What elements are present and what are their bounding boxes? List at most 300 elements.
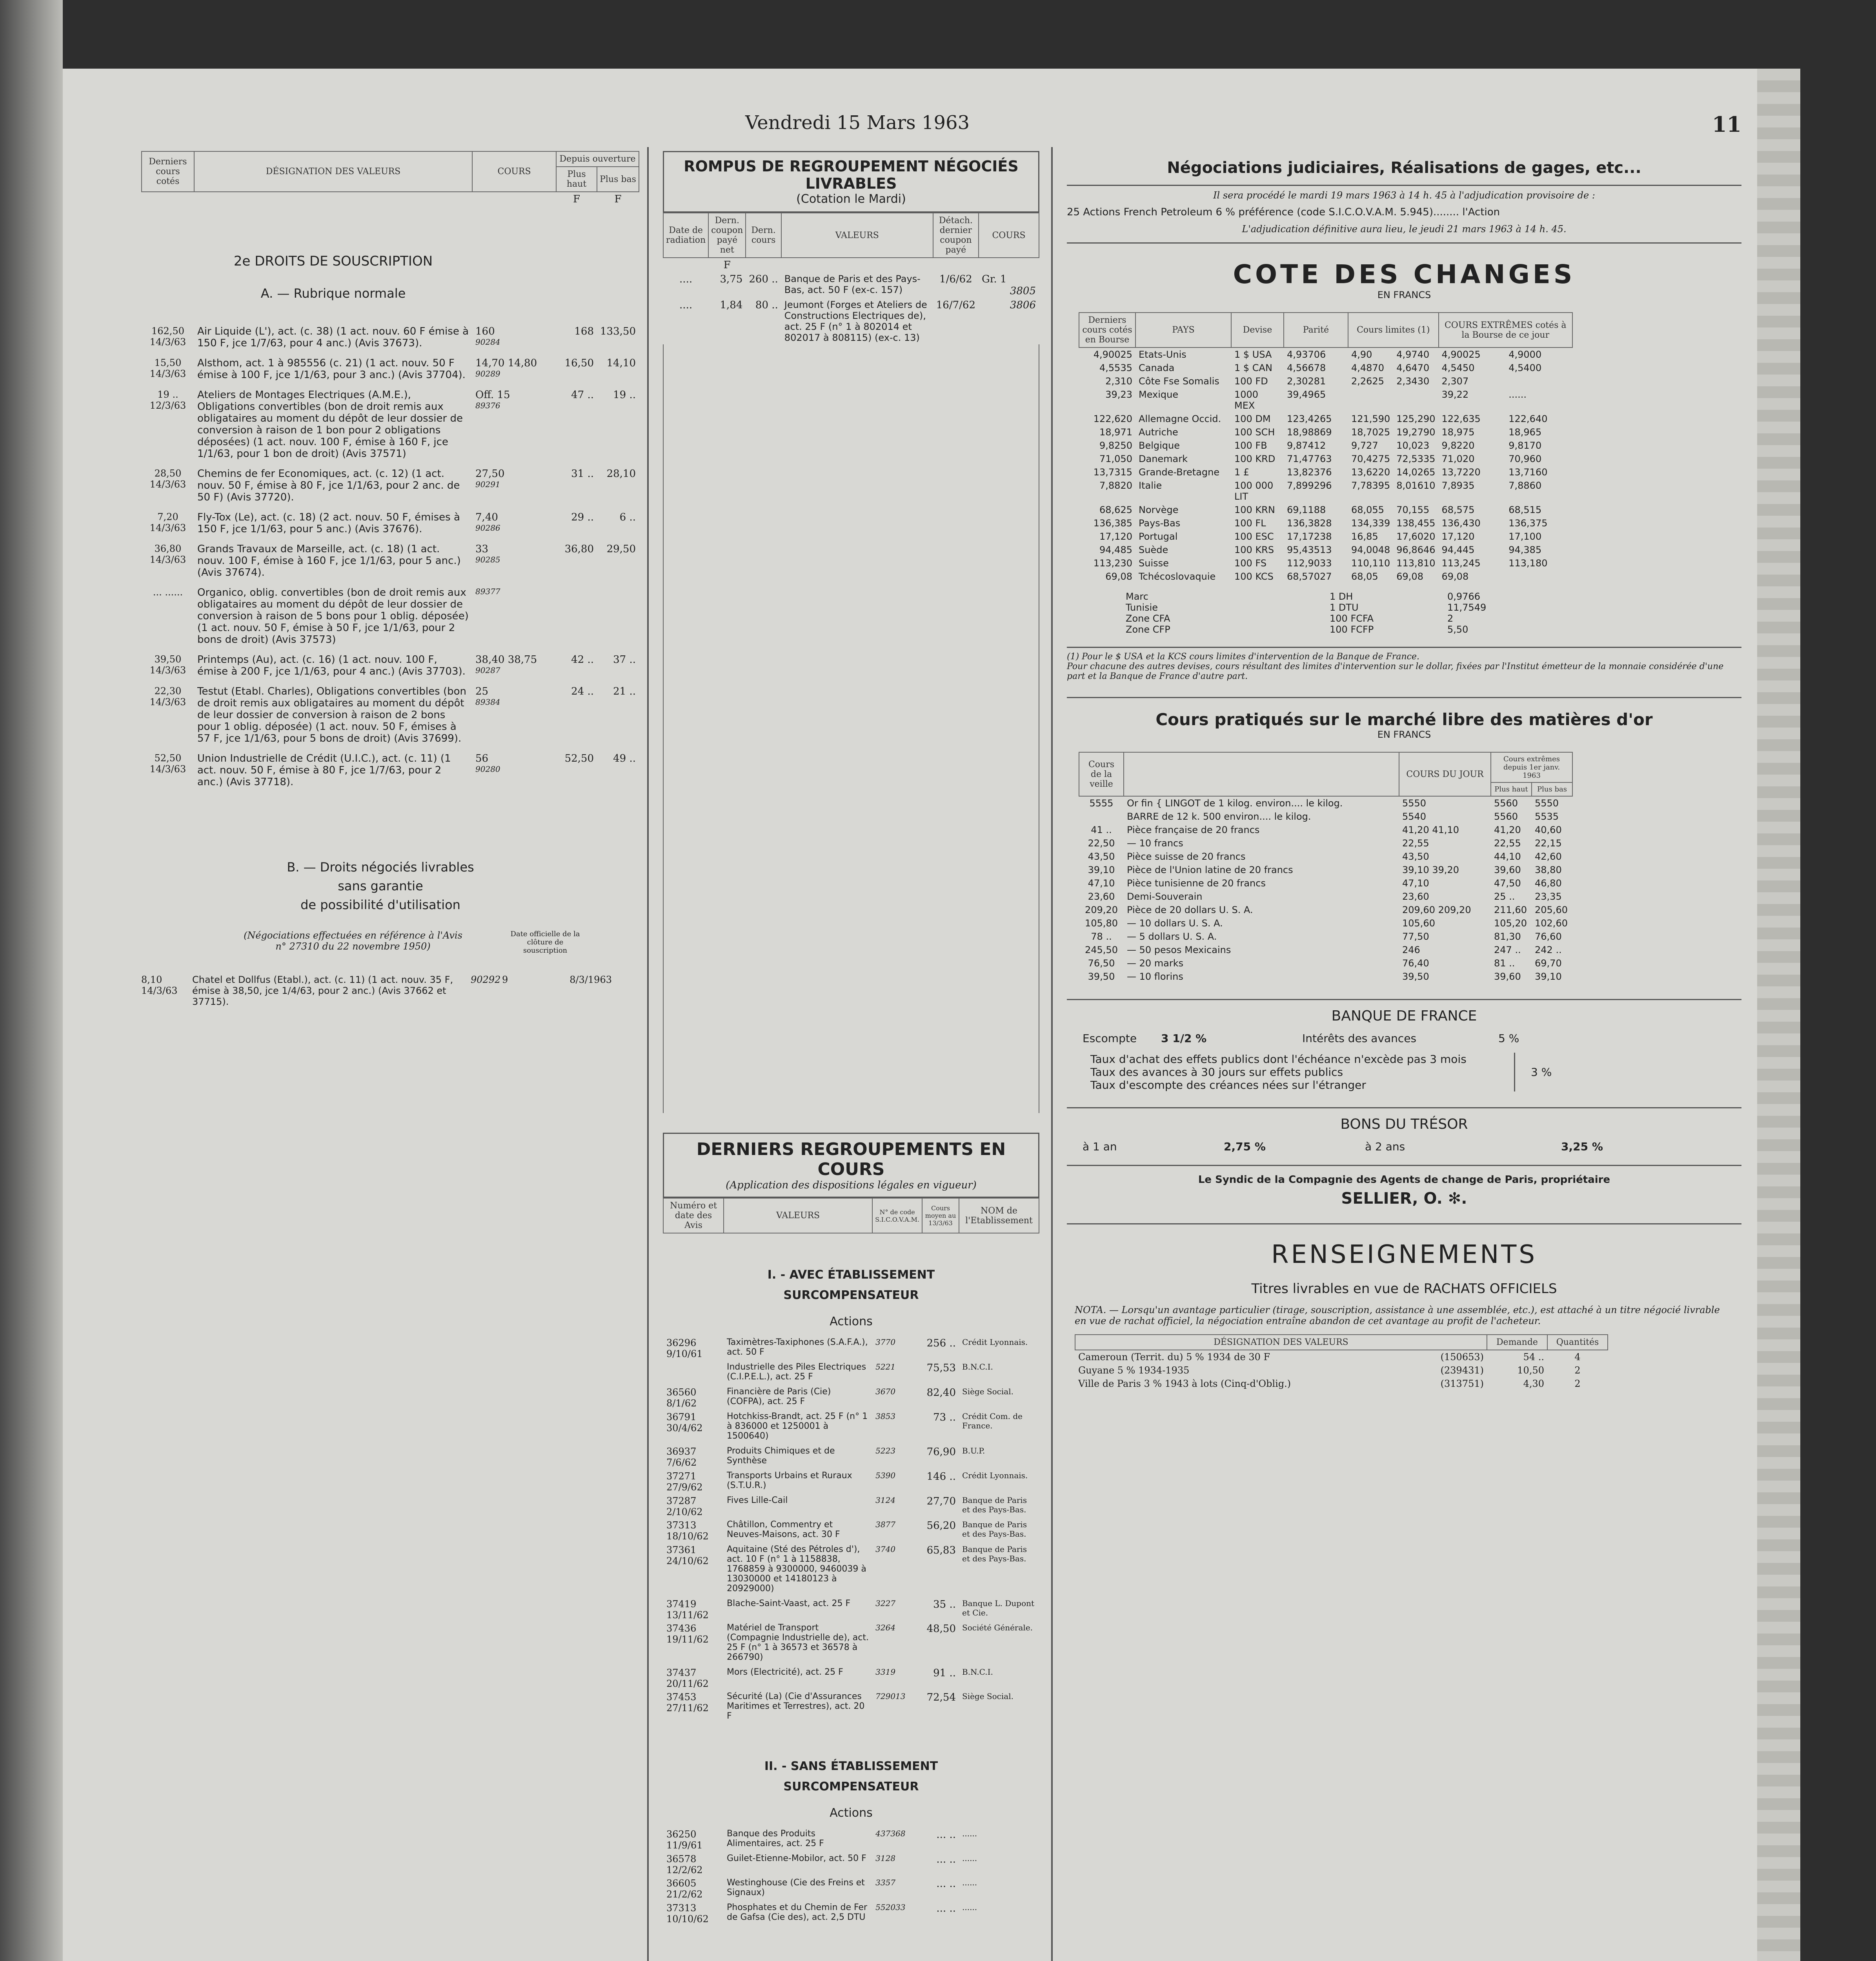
table-row bbox=[663, 1901, 1039, 1926]
changes-extra-row bbox=[1126, 602, 1577, 613]
col-header: Dern. cours bbox=[746, 213, 781, 258]
gold-item: — 20 marks bbox=[1127, 958, 1184, 969]
newspaper-page bbox=[63, 69, 1757, 1961]
highest: 81,30 bbox=[1494, 931, 1521, 942]
limit-low: 7,78395 bbox=[1351, 480, 1390, 491]
etablissement: Crédit Com. de France. bbox=[962, 1412, 1023, 1430]
table-row bbox=[142, 324, 639, 356]
lowest: 5535 bbox=[1535, 811, 1559, 822]
lowest: 49 .. bbox=[613, 753, 636, 764]
zone-value: 5,50 bbox=[1447, 624, 1468, 635]
previous-quote: 39,10 bbox=[1088, 864, 1115, 875]
currency: 100 KCS bbox=[1234, 571, 1274, 582]
col-header: Depuis ouverture bbox=[556, 151, 639, 167]
table-row bbox=[1079, 439, 1572, 452]
table-row bbox=[1079, 530, 1572, 543]
table-row bbox=[663, 1543, 1039, 1597]
last-quote: 7,20 14/3/63 bbox=[149, 511, 186, 533]
bons-2: 3,25 % bbox=[1561, 1140, 1603, 1153]
avis: 37287 2/10/62 bbox=[666, 1495, 703, 1517]
quote: 77,50 bbox=[1402, 931, 1429, 942]
limit-low: 16,85 bbox=[1351, 531, 1378, 542]
etablissement: B.N.C.I. bbox=[962, 1667, 993, 1677]
parity: 123,4265 bbox=[1287, 413, 1332, 424]
quote: 39,50 bbox=[1402, 971, 1429, 982]
lowest: 22,15 bbox=[1535, 838, 1562, 849]
col-header: Plus bas bbox=[597, 167, 639, 192]
sicovam-code: 3806 bbox=[1010, 299, 1036, 311]
demande: 10,50 bbox=[1517, 1365, 1544, 1376]
limit-high: 10,023 bbox=[1396, 440, 1430, 451]
quote bbox=[979, 298, 1039, 344]
table-row bbox=[663, 1690, 1039, 1725]
table-row bbox=[1079, 557, 1572, 570]
quote: 7,40 90286 bbox=[472, 510, 556, 542]
limit-high: 72,5335 bbox=[1396, 453, 1436, 464]
last-quote: 13,7315 bbox=[1093, 467, 1132, 478]
previous-quote: 209,20 bbox=[1085, 904, 1118, 915]
table-row bbox=[663, 1622, 1039, 1666]
limit-low: 4,4870 bbox=[1351, 362, 1384, 373]
security-name: Châtillon, Commentry et Neuves-Maisons, act. 30 F bbox=[727, 1520, 840, 1539]
page-number: 11 bbox=[1712, 112, 1741, 137]
parity: 17,17238 bbox=[1287, 531, 1332, 542]
quote: 56,20 bbox=[926, 1520, 956, 1532]
col-header: NOM de l'Etablissement bbox=[959, 1198, 1039, 1233]
country: Allemagne Occid. bbox=[1139, 413, 1221, 424]
country: Grande-Bretagne bbox=[1139, 467, 1220, 478]
or-subtitle: EN FRANCS bbox=[1377, 729, 1431, 740]
bons-1-label: à 1 an bbox=[1083, 1140, 1117, 1153]
table-row bbox=[1079, 479, 1572, 503]
previous-quote: 43,50 bbox=[1088, 851, 1115, 862]
sicovam-code: 3319 bbox=[875, 1667, 896, 1677]
extreme-1: 69,08 bbox=[1441, 571, 1469, 582]
avis bbox=[663, 1361, 724, 1386]
currency-unit: F bbox=[614, 193, 622, 205]
etablissement: ...... bbox=[962, 1854, 977, 1863]
last-quote: 162,50 14/3/63 bbox=[149, 326, 186, 347]
changes-extra bbox=[1126, 591, 1577, 635]
last-quote: ... ...... bbox=[153, 587, 183, 598]
country: Mexique bbox=[1139, 389, 1179, 400]
bdf-line: Taux d'escompte des créances nées sur l'étranger bbox=[1090, 1079, 1366, 1091]
sicovam-code: 3877 bbox=[875, 1520, 896, 1529]
demande: 4,30 bbox=[1523, 1378, 1544, 1389]
limit-low: 70,4275 bbox=[1351, 453, 1390, 464]
quote: 39,10 39,20 bbox=[1402, 864, 1459, 875]
previous-quote: 245,50 bbox=[1085, 944, 1118, 955]
etablissement: ...... bbox=[962, 1878, 977, 1887]
highest: 16,50 bbox=[564, 357, 594, 369]
sicovam-code: 552033 bbox=[875, 1903, 906, 1912]
section-b bbox=[141, 858, 639, 1007]
gold-item: — 10 florins bbox=[1127, 971, 1183, 982]
extreme-2: 70,960 bbox=[1508, 453, 1542, 464]
table-row bbox=[1079, 412, 1572, 426]
highest: 5560 bbox=[1494, 811, 1518, 822]
extreme-2: 113,180 bbox=[1508, 558, 1548, 569]
coupon: 3,75 bbox=[720, 273, 743, 285]
extreme-1: 13,7220 bbox=[1441, 467, 1481, 478]
avis: 37313 18/10/62 bbox=[666, 1520, 709, 1542]
column-divider bbox=[1051, 147, 1053, 1961]
security-name: Ville de Paris 3 % 1943 à lots (Cinq-d'Oblig.) (313751) bbox=[1078, 1378, 1484, 1389]
last-quote: 36,80 14/3/63 bbox=[149, 543, 186, 565]
banque-de-france bbox=[1067, 999, 1741, 1091]
security-name: Jeumont (Forges et Ateliers de Constructions Electriques de), act. 25 F (n° 1 à 802014 et 802017 à 808115) (ex-c. 13) bbox=[784, 299, 927, 343]
quote: 56 90280 bbox=[472, 751, 556, 795]
currency: 100 ESC bbox=[1234, 531, 1274, 542]
limit-high: 4,9740 bbox=[1396, 349, 1430, 360]
highest: 81 .. bbox=[1494, 958, 1515, 969]
table-row bbox=[1079, 863, 1572, 877]
etablissement: Société Générale. bbox=[962, 1623, 1033, 1632]
table-row bbox=[1075, 1350, 1608, 1364]
zone-currency: 100 FCFA bbox=[1330, 613, 1374, 624]
currency: 1 $ CAN bbox=[1234, 362, 1272, 373]
last-quote: 7,8820 bbox=[1099, 480, 1132, 491]
table-row bbox=[663, 1666, 1039, 1690]
quote: 73 .. bbox=[933, 1412, 956, 1423]
extreme-1: 94,445 bbox=[1441, 544, 1475, 555]
section-heading-line: SURCOMPENSATEUR bbox=[783, 1780, 919, 1794]
actions-label: Actions bbox=[830, 1806, 873, 1820]
lowest: 23,35 bbox=[1535, 891, 1562, 902]
sicovam-code: 90292 bbox=[471, 974, 501, 985]
country: Pays-Bas bbox=[1139, 518, 1181, 529]
section-row bbox=[663, 1233, 1039, 1307]
highest: 25 .. bbox=[1494, 891, 1515, 902]
quote: 33 90285 bbox=[472, 542, 556, 586]
changes-table bbox=[1079, 312, 1573, 583]
highest: 39,60 bbox=[1494, 971, 1521, 982]
table-row bbox=[1079, 943, 1572, 957]
changes-note: Pour chacune des autres devises, cours résultant des limites d'intervention sur le dollar, fixées par l'Institut émetteur de la monnaie considérée d'une part et la Banque de France d'autre part. bbox=[1067, 662, 1724, 681]
extreme-1: 68,575 bbox=[1441, 504, 1475, 515]
quote: 75,53 bbox=[926, 1362, 956, 1374]
security-name: Phosphates et du Chemin de Fer de Gafsa (Cie des), act. 2,5 DTU bbox=[727, 1903, 868, 1922]
table-row bbox=[663, 1519, 1039, 1543]
col-header: PAYS bbox=[1135, 313, 1231, 347]
last-quote: 69,08 bbox=[1105, 571, 1132, 582]
currency: 1 £ bbox=[1234, 467, 1250, 478]
security-name: Banque des Produits Alimentaires, act. 25 F bbox=[727, 1829, 824, 1848]
last-quote: 18,971 bbox=[1099, 427, 1132, 438]
gold-item: Pièce tunisienne de 20 francs bbox=[1127, 878, 1266, 889]
parity: 112,9033 bbox=[1287, 558, 1332, 569]
last-quote: 8,10 14/3/63 bbox=[141, 974, 178, 996]
table-row bbox=[663, 1361, 1039, 1386]
etablissement: Banque de Paris et des Pays-Bas. bbox=[962, 1544, 1027, 1563]
syndic-name: SELLIER, O. ✻. bbox=[1341, 1190, 1467, 1208]
limit-low: 4,90 bbox=[1351, 349, 1372, 360]
date-officielle-note: Date officielle de la clôture de souscription bbox=[510, 930, 580, 955]
gold-item: — 10 dollars U. S. A. bbox=[1127, 918, 1223, 929]
security-name: Air Liquide (L'), act. (c. 38) (1 act. nouv. 60 F émise à 150 F, jce 1/7/63, pour 4 anc.) (Avis 37673). bbox=[197, 326, 469, 349]
extreme-1: 4,90025 bbox=[1441, 349, 1481, 360]
quote: 72,54 bbox=[926, 1692, 956, 1703]
extreme-2: 94,385 bbox=[1508, 544, 1542, 555]
security-name: Cameroun (Territ. du) 5 % 1934 de 30 F (150653) bbox=[1078, 1352, 1484, 1363]
quote: 47,10 bbox=[1402, 878, 1429, 889]
table-row bbox=[1079, 426, 1572, 439]
gold-item: Pièce de 20 dollars U. S. A. bbox=[1127, 904, 1253, 915]
lowest bbox=[597, 586, 639, 653]
section-row bbox=[663, 1725, 1039, 1798]
limit-high: 17,6020 bbox=[1396, 531, 1436, 542]
lowest: 14,10 bbox=[606, 357, 636, 369]
lowest: 40,60 bbox=[1535, 824, 1562, 835]
parity: 4,56678 bbox=[1287, 362, 1326, 373]
quote bbox=[472, 586, 556, 653]
page-header bbox=[78, 112, 1741, 155]
col-header: Devise bbox=[1231, 313, 1284, 347]
extreme-1: 7,8935 bbox=[1441, 480, 1475, 491]
limit-low: 134,339 bbox=[1351, 518, 1390, 529]
table-row bbox=[1079, 903, 1572, 917]
last-quote: 71,050 bbox=[1099, 453, 1132, 464]
country: Italie bbox=[1139, 480, 1162, 491]
last-quote: 52,50 14/3/63 bbox=[149, 753, 186, 775]
changes-extra-row bbox=[1126, 624, 1577, 635]
security-name: Fly-Tox (Le), act. (c. 18) (2 act. nouv. 50 F, émises à 150 F, jce 1/1/63, pour 5 anc.) (Avis 37676). bbox=[197, 511, 460, 535]
highest: 22,55 bbox=[1494, 838, 1521, 849]
security-name: Printemps (Au), act. (c. 16) (1 act. nouv. 100 F, émise à 200 F, jce 1/1/63, pour 4 anc.) (Avis 37703). bbox=[197, 654, 466, 677]
changes-title: COTE DES CHANGES bbox=[1233, 259, 1576, 289]
table-row bbox=[1079, 810, 1572, 823]
table-row bbox=[142, 510, 639, 542]
col-header: Cours de la veille bbox=[1079, 752, 1124, 796]
renseignements-table bbox=[1075, 1334, 1608, 1390]
subsection-title: A. — Rubrique normale bbox=[260, 286, 406, 301]
table-row bbox=[142, 356, 639, 388]
or-title: Cours pratiqués sur le marché libre des matières d'or bbox=[1155, 710, 1653, 729]
limit-high: 69,08 bbox=[1396, 571, 1423, 582]
quote: 25 89384 bbox=[472, 684, 556, 751]
highest: 41,20 bbox=[1494, 824, 1521, 835]
country: Tchécoslovaquie bbox=[1139, 571, 1216, 582]
last-quote: 4,5535 bbox=[1099, 362, 1132, 373]
lowest: 6 .. bbox=[619, 511, 636, 523]
gold-item: — 5 dollars U. S. A. bbox=[1127, 931, 1217, 942]
extreme-1: 71,020 bbox=[1441, 453, 1475, 464]
security-name: Guyane 5 % 1934-1935 (239431) bbox=[1078, 1365, 1484, 1376]
limit-low: 2,2625 bbox=[1351, 376, 1384, 387]
sicovam-code: (239431) bbox=[1440, 1365, 1484, 1376]
quote: 246 bbox=[1402, 944, 1420, 955]
sicovam-code: 3264 bbox=[875, 1623, 896, 1632]
col-header: Derniers cours cotés en Bourse bbox=[1079, 313, 1135, 347]
currency-unit: F bbox=[573, 193, 580, 205]
sicovam-code: 3805 bbox=[1010, 285, 1036, 297]
quote: 5540 bbox=[1402, 811, 1427, 822]
currency: 100 FB bbox=[1234, 440, 1267, 451]
table-row bbox=[1079, 930, 1572, 943]
highest: 31 .. bbox=[571, 468, 594, 480]
rompus-subtitle: (Cotation le Mardi) bbox=[796, 192, 906, 206]
lowest: 133,50 bbox=[600, 326, 636, 337]
previous-quote: 23,60 bbox=[1088, 891, 1115, 902]
section-heading-line: I. - AVEC ÉTABLISSEMENT bbox=[767, 1268, 935, 1282]
extreme-1: 9,8220 bbox=[1441, 440, 1475, 451]
bons-2-label: à 2 ans bbox=[1365, 1140, 1405, 1153]
quote: ... .. bbox=[936, 1829, 956, 1841]
sicovam-code: 89377 bbox=[475, 587, 500, 596]
etablissement: ...... bbox=[962, 1903, 977, 1912]
lowest: 205,60 bbox=[1535, 904, 1568, 915]
gold-item: — 10 francs bbox=[1127, 838, 1183, 849]
col-header: Demande bbox=[1487, 1335, 1547, 1350]
page-date: Vendredi 15 Mars 1963 bbox=[745, 112, 970, 134]
table-row bbox=[1079, 503, 1572, 517]
table-row bbox=[142, 751, 639, 795]
avis: 37361 24/10/62 bbox=[666, 1544, 709, 1566]
column-rompus-regroupements bbox=[663, 151, 1039, 1926]
zone-value: 11,7549 bbox=[1447, 602, 1487, 613]
currency: 100 KRD bbox=[1234, 453, 1276, 464]
security-name: Westinghouse (Cie des Freins et Signaux) bbox=[727, 1878, 865, 1897]
sicovam-code: 90280 bbox=[475, 764, 500, 774]
zone-currency: 1 DTU bbox=[1330, 602, 1359, 613]
entry-b-row bbox=[141, 974, 639, 1007]
limit-low: 9,727 bbox=[1351, 440, 1378, 451]
closing-date: 8/3/1963 bbox=[570, 974, 612, 985]
extreme-2: 9,8170 bbox=[1508, 440, 1542, 451]
sicovam-code: 3740 bbox=[875, 1544, 896, 1554]
quote: 22,55 bbox=[1402, 838, 1429, 849]
quote: 48,50 bbox=[926, 1623, 956, 1635]
table-row bbox=[663, 272, 1039, 298]
security-name: Blache-Saint-Vaast, act. 25 F bbox=[727, 1599, 851, 1608]
col-header: Cours limites (1) bbox=[1348, 313, 1439, 347]
last-quote: 39,23 bbox=[1105, 389, 1132, 400]
col-header: DÉSIGNATION DES VALEURS bbox=[194, 151, 472, 192]
lowest: 21 .. bbox=[613, 686, 636, 697]
table-row bbox=[663, 1494, 1039, 1519]
sicovam-code: 3670 bbox=[875, 1387, 896, 1396]
security-name: Mors (Electricité), act. 25 F bbox=[727, 1667, 843, 1677]
quote: 9 bbox=[502, 974, 508, 985]
quote: 38,40 38,75 90287 bbox=[472, 653, 556, 684]
changes-body bbox=[1079, 347, 1572, 583]
limit-high: 138,455 bbox=[1396, 518, 1436, 529]
highest: 211,60 bbox=[1494, 904, 1527, 915]
sicovam-code: 3357 bbox=[875, 1878, 896, 1887]
syndic-line: Le Syndic de la Compagnie des Agents de change de Paris, propriétaire bbox=[1198, 1174, 1610, 1186]
bons-1: 2,75 % bbox=[1224, 1140, 1266, 1153]
table-row bbox=[142, 467, 639, 510]
previous-quote: 78 .. bbox=[1091, 931, 1112, 942]
zone-value: 0,9766 bbox=[1447, 591, 1480, 602]
security-name: Produits Chimiques et de Synthèse bbox=[727, 1446, 835, 1466]
previous-quote bbox=[1079, 810, 1124, 823]
last-quote: 136,385 bbox=[1093, 518, 1132, 529]
section-heading-line: II. - SANS ÉTABLISSEMENT bbox=[764, 1759, 938, 1773]
highest: 29 .. bbox=[571, 511, 594, 523]
last-quote: 15,50 14/3/63 bbox=[149, 357, 186, 379]
limit-low bbox=[1348, 388, 1393, 412]
last-quote: 94,485 bbox=[1099, 544, 1132, 555]
lowest: 29,50 bbox=[606, 543, 636, 555]
limit-high: 14,0265 bbox=[1396, 467, 1436, 478]
security-name: Aquitaine (Sté des Pétroles d'), act. 10 F (n° 1 à 1158838, 1768859 à 9300000, 9460039 à 13030000 et 14180123 à 20929000) bbox=[727, 1544, 866, 1594]
zone-name: Tunisie bbox=[1126, 602, 1158, 613]
parity: 39,4965 bbox=[1287, 389, 1326, 400]
sicovam-code: (150653) bbox=[1440, 1352, 1484, 1363]
currency: 100 DM bbox=[1234, 413, 1271, 424]
sicovam-code: 3853 bbox=[875, 1412, 896, 1421]
gold-item: Pièce française de 20 francs bbox=[1127, 824, 1260, 835]
highest: 168 bbox=[574, 326, 594, 337]
lowest: 28,10 bbox=[606, 468, 636, 480]
col-header: COURS bbox=[472, 151, 556, 192]
parity: 4,93706 bbox=[1287, 349, 1326, 360]
zone-currency: 1 DH bbox=[1330, 591, 1353, 602]
parity: 13,82376 bbox=[1287, 467, 1332, 478]
section-heading-line: SURCOMPENSATEUR bbox=[783, 1288, 919, 1302]
currency: 100 FS bbox=[1234, 558, 1267, 569]
currency: 100 FD bbox=[1234, 376, 1268, 387]
quote: Gr. 1 3805 bbox=[982, 273, 1036, 297]
highest: 247 .. bbox=[1494, 944, 1521, 955]
previous-quote: 41 .. bbox=[1091, 824, 1112, 835]
avis: 36296 9/10/61 bbox=[666, 1337, 703, 1359]
sicovam-code: 3770 bbox=[875, 1337, 896, 1347]
security-name: Ateliers de Montages Electriques (A.M.E.), Obligations convertibles (bon de droit remis aux obligataires au moment du dépôt de leur dossier de conversion à raison de 1 bon pour 2 obligations déposées) (1 act. nouv. 100 F, émise à 160 F, jce 1/1/63, pour 1 bon de droit) (Avis 37571) bbox=[197, 389, 463, 460]
sicovam-code: 729013 bbox=[875, 1692, 906, 1701]
currency-unit: F bbox=[723, 259, 731, 271]
limit-low: 94,0048 bbox=[1351, 544, 1390, 555]
limit-high: 96,8646 bbox=[1396, 544, 1436, 555]
quote: ... .. bbox=[936, 1903, 956, 1914]
lowest: 102,60 bbox=[1535, 918, 1568, 929]
last-quote: 2,310 bbox=[1105, 376, 1132, 387]
subsection-b-line: de possibilité d'utilisation bbox=[300, 897, 460, 912]
country: Belgique bbox=[1139, 440, 1180, 451]
highest: 47,50 bbox=[1494, 878, 1521, 889]
col-header: COURS EXTRÊMES cotés à la Bourse de ce jour bbox=[1439, 313, 1573, 347]
country: Danemark bbox=[1139, 453, 1188, 464]
security-name: Union Industrielle de Crédit (U.I.C.), act. (c. 11) (1 act. nouv. 50 F, émise à 80 F, jce 1/7/63, pour 2 anc.) (Avis 37718). bbox=[197, 753, 451, 788]
table-row bbox=[663, 1470, 1039, 1494]
droits-table bbox=[141, 151, 639, 795]
col-header: Plus bas bbox=[1532, 782, 1572, 796]
bdf-rate: 3 % bbox=[1531, 1066, 1552, 1079]
bons-title: BONS DU TRÉSOR bbox=[1340, 1116, 1468, 1132]
quote: 209,60 209,20 bbox=[1402, 904, 1471, 915]
table-row bbox=[1079, 970, 1572, 983]
limit-high: 8,01610 bbox=[1396, 480, 1436, 491]
bons-du-tresor bbox=[1067, 1107, 1741, 1153]
security-name: Industrielle des Piles Electriques (C.I.P.E.L.), act. 25 F bbox=[727, 1362, 866, 1382]
avis: 37437 20/11/62 bbox=[666, 1667, 709, 1689]
sicovam-code: 3124 bbox=[875, 1495, 896, 1505]
highest bbox=[556, 586, 597, 653]
last-quote: 113,230 bbox=[1093, 558, 1132, 569]
quote: 76,90 bbox=[926, 1446, 956, 1458]
table-row bbox=[1079, 890, 1572, 903]
security-name: Financière de Paris (Cie) (COFPA), act. 25 F bbox=[727, 1387, 831, 1406]
sicovam-code: (313751) bbox=[1440, 1378, 1484, 1389]
security-name: Sécurité (La) (Cie d'Assurances Maritimes et Terrestres), act. 20 F bbox=[727, 1692, 865, 1721]
table-row bbox=[1079, 452, 1572, 466]
table-row bbox=[1079, 796, 1572, 810]
country: Suisse bbox=[1139, 558, 1169, 569]
or-body bbox=[1079, 796, 1572, 983]
country: Portugal bbox=[1139, 531, 1178, 542]
actions-label: Actions bbox=[830, 1315, 873, 1328]
